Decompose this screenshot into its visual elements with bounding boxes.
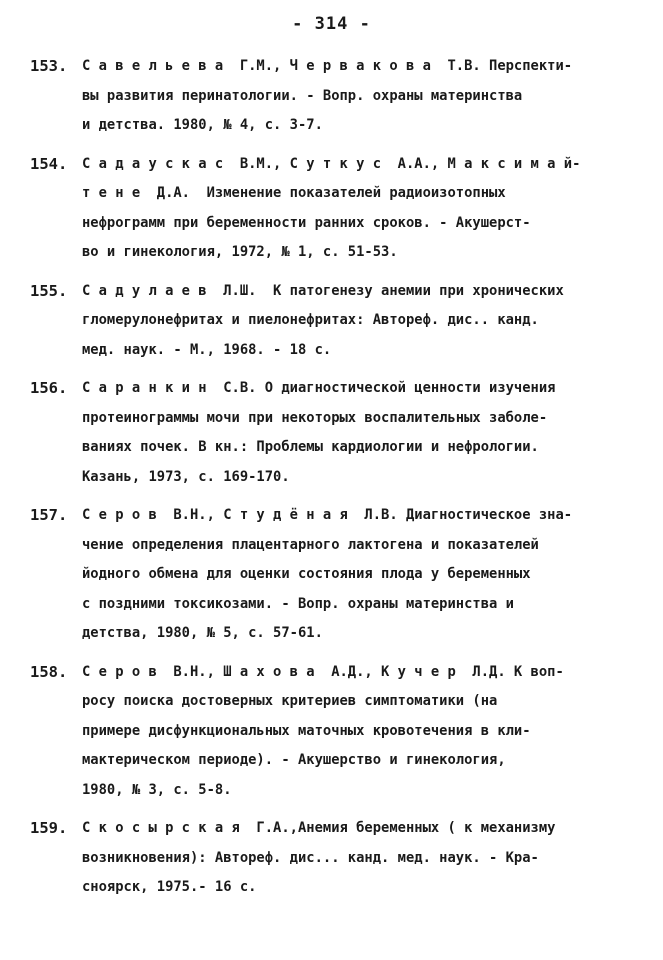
page-number: - 314 - (292, 14, 371, 34)
entry-text-line: гломерулонефритах и пиелонефритах: Автореф. дис.. канд. (82, 312, 539, 328)
entry-number: 157. (30, 506, 68, 524)
entry-text-line: чение определения плацентарного лактогена и показателей (82, 536, 539, 553)
entry-text-line: нефрограмм при беременности ранних сроков. - Акушерст- (82, 214, 531, 231)
entry-text-line: детства, 1980, № 5, с. 57-61. (82, 625, 323, 641)
bibliography-entry-153 (30, 52, 630, 141)
entry-number: 158. (30, 662, 68, 681)
bibliography-entry-157 (30, 501, 630, 649)
entry-text-line: С а в е л ь е в а Г.М., Ч е р в а к о в а Т.В. Перспекти- (82, 58, 573, 74)
entry-number: 156. (30, 379, 68, 397)
entry-text-line: С а р а н к и н С.В. О диагностической ценности изучения (82, 380, 556, 396)
entry-text-line: ваниях почек. В кн.: Проблемы кардиологии и нефрологии. (82, 439, 539, 455)
entry-text-line: с поздними токсикозами. - Вопр. охраны материнства и (82, 595, 514, 612)
bibliography-list (30, 52, 630, 912)
entry-text-line: возникновения): Автореф. дис... канд. мед. наук. - Кра- (82, 849, 539, 866)
entry-text-line: росу поиска достоверных критериев симптоматики (на (82, 693, 498, 709)
entry-text-line: мед. наук. - М., 1968. - 18 с. (82, 341, 332, 358)
entry-text-line: С а д у л а е в Л.Ш. К патогенезу анемии при хронических (82, 282, 564, 299)
entry-text-line: сноярск, 1975.- 16 с. (82, 879, 257, 895)
bibliography-entry-156 (30, 374, 630, 492)
entry-text-line: и детства. 1980, № 4, с. 3-7. (82, 117, 323, 133)
bibliography-entry-154 (30, 150, 630, 268)
entry-text-line: С е р о в В.Н., С т у д ё н а я Л.В. Диагностическое зна- (82, 507, 573, 523)
entry-number: 159. (30, 819, 68, 837)
entry-text-line: протеинограммы мочи при некоторых воспалительных заболе- (82, 409, 548, 426)
entry-number: 155. (30, 281, 68, 300)
entry-text-line: 1980, № 3, с. 5-8. (82, 781, 232, 798)
entry-number: 154. (30, 154, 68, 173)
entry-text-line: йодного обмена для оценки состояния плода у беременных (82, 566, 531, 582)
entry-text-line: С к о с ы р с к а я Г.А.,Анемия беременных ( к механизму (82, 820, 556, 836)
bibliography-entry-158 (30, 658, 630, 806)
entry-text-line: Казань, 1973, с. 169-170. (82, 468, 290, 485)
bibliography-entry-159 (30, 814, 630, 903)
entry-text-line: вы развития перинатологии. - Вопр. охраны материнства (82, 87, 523, 104)
entry-text-line: примере дисфункциональных маточных кровотечения в кли- (82, 722, 531, 739)
entry-number: 153. (30, 57, 68, 75)
entry-text-line: т е н е Д.А. Изменение показателей радиоизотопных (82, 185, 506, 201)
entry-text-line: во и гинекология, 1972, № 1, с. 51-53. (82, 244, 398, 260)
entry-text-line: С е р о в В.Н., Ш а х о в а А.Д., К у ч е р Л.Д. К воп- (82, 663, 564, 680)
entry-text-line: С а д а у с к а с В.М., С у т к у с А.А., М а к с и м а й- (82, 155, 581, 172)
entry-text-line: мактерическом периоде). - Акушерство и гинекология, (82, 752, 506, 768)
bibliography-entry-155 (30, 277, 630, 366)
